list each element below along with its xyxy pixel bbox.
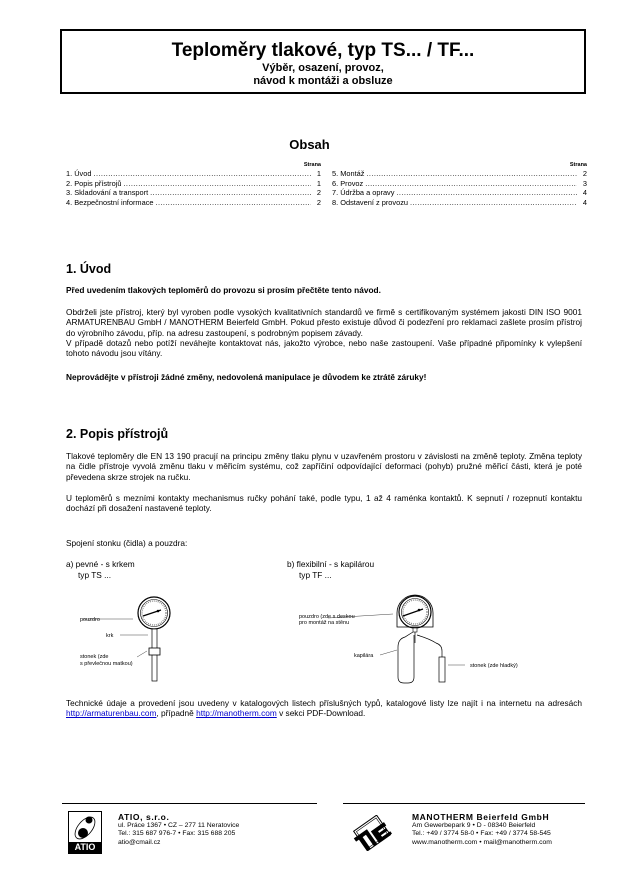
variant-b-type: typ TF ... (299, 569, 332, 580)
figure-capillary-thermometer (280, 585, 530, 685)
toc-entry-page: 4 (582, 188, 587, 197)
footer-manotherm-name: MANOTHERM Beierfeld GmbH (412, 812, 550, 822)
toc-entry[interactable] (332, 198, 587, 208)
label-capillary: kapilára (354, 653, 374, 659)
footer-divider-right (343, 803, 585, 804)
toc-leader-dots (365, 179, 577, 189)
footer-divider-left (62, 803, 317, 804)
toc-left-column (66, 162, 321, 207)
toc-page-header: Strana (569, 162, 587, 168)
toc-entry-page: 2 (316, 188, 321, 197)
label-stem: stonek (zde hladký) (470, 663, 518, 669)
toc-entry-page: 2 (582, 169, 587, 178)
toc-title: Obsah (289, 137, 330, 152)
gauge-dial (138, 597, 170, 629)
figure-rigid-thermometer (60, 585, 260, 685)
footer-manotherm-phone: Tel.: +49 / 3774 58-0 • Fax: +49 / 3774 58-545 (412, 830, 551, 838)
technical-note-text: , případně (156, 708, 197, 719)
toc-entry-label: 4. Bezpečnostní informace (66, 197, 154, 207)
technical-note-text: v sekci PDF-Download. (276, 708, 366, 719)
toc-leader-dots (156, 198, 311, 208)
toc-entry-page: 2 (316, 197, 321, 207)
variant-a-caption (66, 559, 135, 580)
manotherm-logo-icon (348, 815, 396, 851)
footer-atio-name: ATIO, s.r.o. (118, 812, 170, 822)
toc-page-header: Strana (303, 162, 321, 168)
section-1-paragraph-2: V případě dotazů nebo potíží neváhejte kontaktovat nás, jakožto výrobce, nebo naše zastoupení. Vaše případné připomínky k vylepšení tohoto návodu jsou vítány. (66, 338, 582, 359)
technical-note-text: Technické údaje a provedení jsou uvedeny v katalogových listech příslušných typů, katalogové listy lze najít i na internetu na adresách (66, 698, 582, 708)
link-armaturenbau[interactable]: http://armaturenbau.com (66, 708, 157, 719)
label-neck: krk (106, 633, 114, 639)
atio-logo-text: ATIO (69, 842, 101, 853)
section-1-paragraph-1: Obdrželi jste přístroj, který byl vyroben podle vysokých kvalitativních standardů ve firmě s certifikovaným systémem jakosti DIN ISO 9001 ARMATURENBAU GmbH / MANOTHERM Beierfeld GmbH. Pokud přesto existuje důvod či podezření pro reklamaci zašlete prosím přístroj do výrobního závodu, příp. na adresu zastoupení, s podrobným popisem závady. (66, 307, 582, 338)
section-1-lead: Před uvedením tlakových teploměrů do provozu si prosím přečtěte tento návod. (66, 285, 381, 295)
toc-entry-label: 8. Odstavení z provozu (332, 197, 408, 207)
smooth-stem (439, 657, 445, 682)
footer-manotherm-address: Am Gewerbepark 9 • D - 08340 Beierfeld (412, 822, 536, 829)
toc-entry[interactable] (332, 188, 587, 198)
label-stem-line1: stonek (zde (80, 654, 109, 660)
variant-b-title: b) flexibilní - s kapilárou (287, 559, 375, 569)
document-subtitle-line2: návod k montáži a obsluze (253, 75, 393, 87)
toc-entry[interactable] (332, 179, 587, 189)
document-subtitle-line1: Výběr, osazení, provoz, (262, 62, 384, 74)
footer-atio-email[interactable]: atio@cmail.cz (118, 838, 161, 846)
toc-entry[interactable] (66, 198, 321, 208)
label-housing: pouzdro (80, 617, 100, 623)
capillary-tube (398, 632, 415, 683)
toc-entry[interactable] (66, 179, 321, 189)
toc-leader-dots (150, 188, 311, 198)
toc-entry-label: 7. Údržba a opravy (332, 188, 395, 197)
toc-entry[interactable] (66, 188, 321, 198)
toc-entry-label: 3. Skladování a transport (66, 188, 149, 197)
variant-a-type: typ TS ... (78, 569, 112, 580)
footer-atio-phone: Tel.: 315 687 976-7 • Fax: 315 688 205 (118, 830, 236, 838)
atio-logo-icon (69, 812, 101, 842)
document-title: Teploměry tlakové, typ TS... / TF... (171, 40, 475, 61)
toc-leader-dots (123, 179, 311, 189)
footer-manotherm-web[interactable]: www.manotherm.com • mail@manotherm.com (412, 838, 552, 846)
toc-entry-label: 5. Montáž (332, 169, 365, 178)
toc-entry-page: 3 (582, 178, 587, 188)
toc-leader-dots (396, 188, 577, 198)
atio-logo (68, 811, 102, 854)
variant-a-title: a) pevné - s krkem (66, 559, 135, 569)
label-housing-line2: pro montáž na stěnu (299, 620, 350, 626)
section-2-paragraph-2: U teploměrů s mezními kontakty mechanismus ručky pohání také, podle typu, 1 až 4 raménka kontaktů. K sepnutí / rozepnutí kontaktu dochází při dosažení nastavené teploty. (66, 493, 582, 514)
footer-manotherm-info (412, 812, 552, 847)
toc-leader-dots (410, 198, 577, 208)
variant-b-caption (287, 559, 374, 580)
toc-entry-page: 1 (316, 178, 321, 188)
toc-entry-label: 6. Provoz (332, 178, 364, 188)
toc-entry-page: 4 (582, 197, 587, 207)
connection-title: Spojení stonku (čidla) a pouzdra: (66, 538, 188, 548)
toc-entry[interactable] (332, 169, 587, 179)
union-nut (149, 648, 160, 655)
gauge-dial (397, 595, 433, 628)
footer-atio-address: ul. Práce 1367 • CZ – 277 11 Neratovice (118, 822, 240, 829)
section-1-warning: Neprovádějte v přístroji žádné změny, nedovolená manipulace je důvodem ke ztrátě záruky! (66, 372, 427, 382)
footer-atio-info (118, 812, 239, 847)
toc-entry-label: 2. Popis přístrojů (66, 178, 122, 188)
technical-note (66, 698, 582, 719)
label-housing-line1: pouzdro (zde s deskou (299, 614, 355, 620)
section-1-heading: 1. Úvod (66, 262, 112, 276)
toc-right-column (332, 162, 587, 207)
toc-entry-page: 1 (316, 169, 321, 178)
title-box (60, 29, 586, 94)
toc-entry[interactable] (66, 169, 321, 179)
label-stem-line2: s převlečnou matkou) (80, 661, 133, 667)
section-2-paragraph-1: Tlakové teploměry dle EN 13 190 pracují na principu změny tlaku plynu v uzavřeném prostoru v závislosti na změně teploty. Změna teploty na čidle přístroje vyvolá změnu tlaku v měřicím systému, což zapříčiní odpovídající deformaci (pohyb) pružné měřicí části, která je poté převedena skrze strojek na ručku. (66, 451, 582, 482)
toc-leader-dots (93, 169, 311, 179)
link-manotherm[interactable]: http://manotherm.com (196, 708, 277, 719)
toc-leader-dots (366, 169, 577, 179)
section-2-heading: 2. Popis přístrojů (66, 427, 169, 441)
toc-entry-label: 1. Úvod (66, 169, 92, 178)
